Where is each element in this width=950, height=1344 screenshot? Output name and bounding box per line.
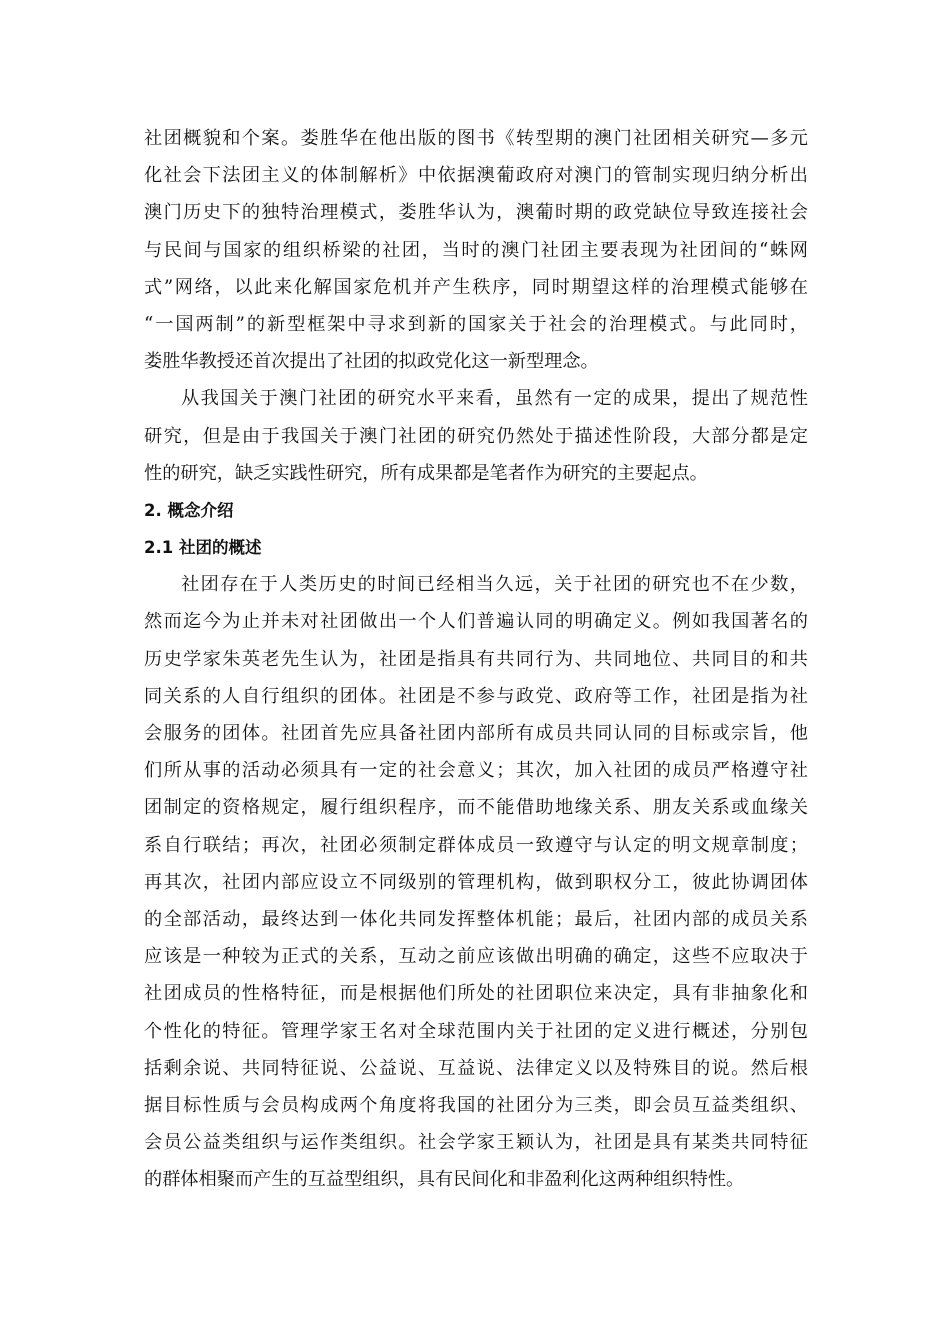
section-heading: 2. 概念介绍 [144,500,234,520]
text-line: 然而迄今为止并未对社团做出一个人们普遍认同的明确定义。例如我国著名的 [144,611,808,633]
paragraph-2 [144,380,808,492]
text-line: 会服务的团体。社团首先应具备社团内部所有成员共同认同的目标或宗旨，他 [144,723,808,744]
paragraph-3 [144,566,808,1198]
text-line: 的全部活动，最终达到一体化共同发挥整体机能；最后，社团内部的成员关系 [144,908,808,930]
text-line: 团制定的资格规定，履行组织程序，而不能借助地缘关系、朋友关系或血缘关 [144,797,808,819]
text-line: 娄胜华教授还首次提出了社团的拟政党化这一新型理念。 [144,351,599,373]
text-line: 式”网络，以此来化解国家危机并产生秩序，同时期望这样的治理模式能够在 [144,276,808,298]
text-line: 再其次，社团内部应设立不同级别的管理机构，做到职权分工，彼此协调团体 [144,871,808,893]
text-line: 历史学家朱英老先生认为，社团是指具有共同行为、共同地位、共同目的和共 [144,648,808,670]
document-body [144,120,808,1198]
text-line: 社团存在于人类历史的时间已经相当久远，关于社团的研究也不在少数， [181,574,808,596]
paragraph-1 [144,120,808,380]
text-line: 们所从事的活动必须具有一定的社会意义；其次，加入社团的成员严格遵守社 [144,760,808,782]
text-line: 系自行联结；再次，社团必须制定群体成员一致遵守与认定的明文规章制度； [144,834,808,856]
text-line: 括剩余说、共同特征说、公益说、互益说、法律定义以及特殊目的说。然后根 [144,1057,808,1079]
text-line: 与民间与国家的组织桥梁的社团，当时的澳门社团主要表现为社团间的“蛛网 [144,239,808,261]
text-line: 的群体相聚而产生的互益型组织，具有民间化和非盈利化这两种组织特性。 [144,1169,745,1191]
text-line: 同关系的人自行组织的团体。社团是不参与政党、政府等工作，社团是指为社 [144,685,808,707]
text-line: 个性化的特征。管理学家王名对全球范围内关于社团的定义进行概述，分别包 [144,1020,808,1042]
text-line: 应该是一种较为正式的关系，互动之前应该做出明确的确定，这些不应取决于 [144,946,808,968]
text-line: 据目标性质与会员构成两个角度将我国的社团分为三类，即会员互益类组织、 [144,1094,808,1116]
text-line: “一国两制”的新型框架中寻求到新的国家关于社会的治理模式。与此同时， [144,313,808,335]
text-line: 性的研究，缺乏实践性研究，所有成果都是笔者作为研究的主要起点。 [144,462,708,484]
subsection-heading: 2.1 社团的概述 [144,538,262,558]
text-line: 从我国关于澳门社团的研究水平来看，虽然有一定的成果，提出了规范性 [181,388,808,410]
text-line: 社团成员的性格特征，而是根据他们所处的社团职位来决定，具有非抽象化和 [144,983,808,1005]
text-line: 社团概貌和个案。娄胜华在他出版的图书《转型期的澳门社团相关研究—多元 [144,128,808,149]
text-line: 澳门历史下的独特治理模式，娄胜华认为，澳葡时期的政党缺位导致连接社会 [144,202,808,224]
text-line: 研究，但是由于我国关于澳门社团的研究仍然处于描述性阶段，大部分都是定 [144,425,808,447]
text-line: 会员公益类组织与运作类组织。社会学家王颖认为，社团是具有某类共同特征 [144,1132,808,1154]
text-line: 化社会下法团主义的体制解析》中依据澳葡政府对澳门的管制实现归纳分析出 [144,165,808,187]
